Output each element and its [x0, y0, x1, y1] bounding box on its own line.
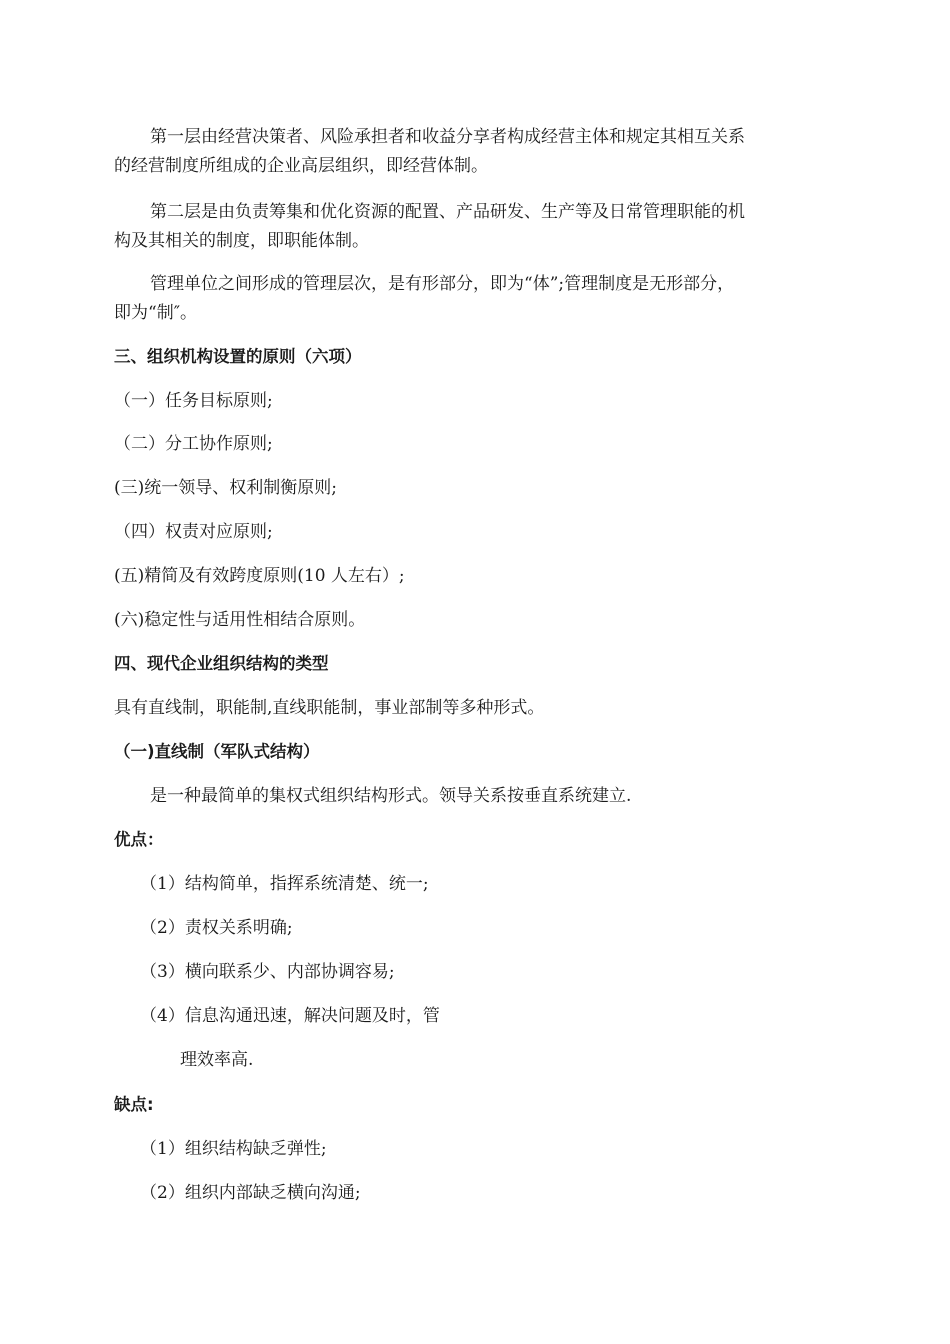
cons-item-1: （1）组织结构缺乏弹性;: [140, 1139, 327, 1159]
subsection-1-description: 是一种最简单的集权式组织结构形式。领导关系按垂直系统建立.: [150, 786, 632, 806]
principle-item-1: （一）任务目标原则;: [114, 391, 273, 411]
principle-item-2: （二）分工协作原则;: [114, 434, 273, 454]
cons-label: 缺点:: [114, 1095, 154, 1114]
pros-item-2: （2）责权关系明确;: [140, 918, 293, 938]
paragraph-3-line-2: 即为“制″。: [114, 303, 198, 323]
paragraph-1-line-2: 的经营制度所组成的企业高层组织，即经营体制。: [114, 156, 488, 176]
subsection-1-heading: （一)直线制（军队式结构）: [114, 742, 320, 761]
pros-label: 优点：: [114, 830, 164, 849]
section-3-heading: 三、组织机构设置的原则（六项）: [114, 347, 362, 366]
paragraph-1-line-1: 第一层由经营决策者、风险承担者和收益分享者构成经营主体和规定其相互关系: [150, 127, 745, 147]
paragraph-2-line-1: 第二层是由负责筹集和优化资源的配置、产品研发、生产等及日常管理职能的机: [150, 202, 745, 222]
cons-item-2: （2）组织内部缺乏横向沟通;: [140, 1183, 361, 1203]
section-4-intro: 具有直线制，职能制,直线职能制，事业部制等多种形式。: [114, 698, 545, 718]
principle-item-5: (五)精简及有效跨度原则(10 人左右）;: [114, 566, 405, 586]
principle-item-6: (六)稳定性与适用性相结合原则。: [114, 610, 366, 630]
principle-item-4: （四）权责对应原则;: [114, 522, 273, 542]
pros-item-4-continuation: 理效率高.: [180, 1050, 254, 1070]
section-4-heading: 四、现代企业组织结构的类型: [114, 654, 329, 673]
pros-item-1: （1）结构简单，指挥系统清楚、统一;: [140, 874, 429, 894]
principle-item-3: (三)统一领导、权利制衡原则;: [114, 478, 337, 498]
pros-item-3: （3）横向联系少、内部协调容易;: [140, 962, 395, 982]
paragraph-2-line-2: 构及其相关的制度，即职能体制。: [114, 231, 369, 251]
pros-item-4: （4）信息沟通迅速，解决问题及时，管: [140, 1006, 440, 1026]
paragraph-3-line-1: 管理单位之间形成的管理层次，是有形部分，即为“体”;管理制度是无形部分，: [150, 274, 735, 294]
